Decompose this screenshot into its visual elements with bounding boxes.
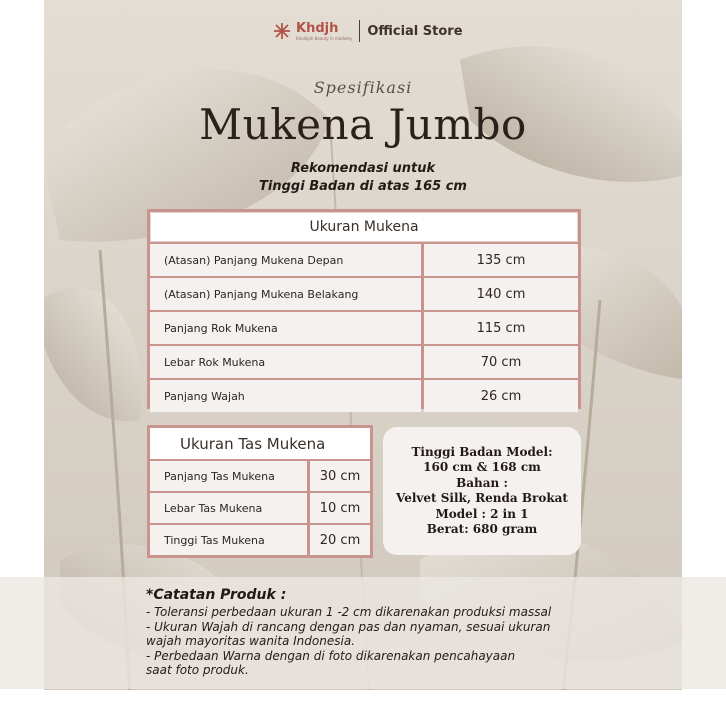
mukena-table-header: Ukuran Mukena: [150, 212, 578, 242]
row-value: 30 cm: [310, 461, 370, 491]
mukena-size-table: [147, 209, 581, 409]
weight-info: Berat: 680 gram: [426, 522, 538, 536]
product-notes-panel: [0, 577, 726, 689]
table-row: [150, 380, 578, 412]
row-value: 26 cm: [424, 380, 578, 412]
model-height-label: Tinggi Badan Model:: [411, 444, 553, 459]
row-value: 115 cm: [424, 312, 578, 344]
table-row: [150, 244, 578, 276]
model-info-card: [383, 427, 581, 555]
official-store-label: Official Store: [367, 23, 463, 39]
row-label: (Atasan) Panjang Mukena Depan: [150, 244, 421, 276]
row-label: Panjang Wajah: [150, 380, 421, 412]
table-row: [150, 525, 370, 555]
row-label: Tinggi Tas Mukena: [150, 525, 307, 555]
bag-size-table: [147, 425, 373, 558]
brand-name: Khdjh: [296, 20, 339, 36]
note-line: wajah mayoritas wanita Indonesia.: [146, 634, 355, 648]
note-line: - Toleransi perbedaan ukuran 1 -2 cm dikarenakan produksi massal: [146, 605, 552, 619]
recommendation-line-2: Tinggi Badan di atas 165 cm: [259, 179, 467, 194]
table-row: [150, 278, 578, 310]
table-row: [150, 493, 370, 523]
page-title: Mukena Jumbo: [199, 100, 527, 149]
table-row: [150, 346, 578, 378]
row-label: Lebar Rok Mukena: [150, 346, 421, 378]
brand-logo-icon: [272, 21, 292, 41]
row-value: 20 cm: [310, 525, 370, 555]
row-value: 70 cm: [424, 346, 578, 378]
row-label: (Atasan) Panjang Mukena Belakang: [150, 278, 421, 310]
note-line: - Ukuran Wajah di rancang dengan pas dan nyaman, sesuai ukuran: [146, 619, 551, 634]
recommendation-line-1: Rekomendasi untuk: [290, 161, 436, 176]
notes-title: *Catatan Produk :: [146, 587, 287, 603]
row-label: Lebar Tas Mukena: [150, 493, 307, 523]
model-type: Model : 2 in 1: [435, 506, 529, 521]
note-line: saat foto produk.: [146, 663, 249, 677]
brand-name-group: [296, 22, 352, 41]
bag-table-header: Ukuran Tas Mukena: [150, 428, 370, 459]
table-row: [150, 312, 578, 344]
brand-tagline: Khadijah Beauty in modesty: [296, 35, 353, 41]
note-line: - Perbedaan Warna dengan di foto dikarenakan pencahayaan: [146, 648, 516, 663]
material-value: Velvet Silk, Renda Brokat: [396, 491, 568, 505]
recommendation-text: [0, 160, 726, 196]
row-value: 10 cm: [310, 493, 370, 523]
spec-script-label: Spesifikasi: [313, 78, 413, 97]
brand-divider: [359, 20, 360, 42]
material-label: Bahan :: [456, 475, 508, 490]
row-value: 140 cm: [424, 278, 578, 310]
row-label: Panjang Rok Mukena: [150, 312, 421, 344]
model-height-value: 160 cm & 168 cm: [423, 460, 541, 474]
brand-header: [272, 18, 463, 44]
row-value: 135 cm: [424, 244, 578, 276]
row-label: Panjang Tas Mukena: [150, 461, 307, 491]
table-row: [150, 461, 370, 491]
